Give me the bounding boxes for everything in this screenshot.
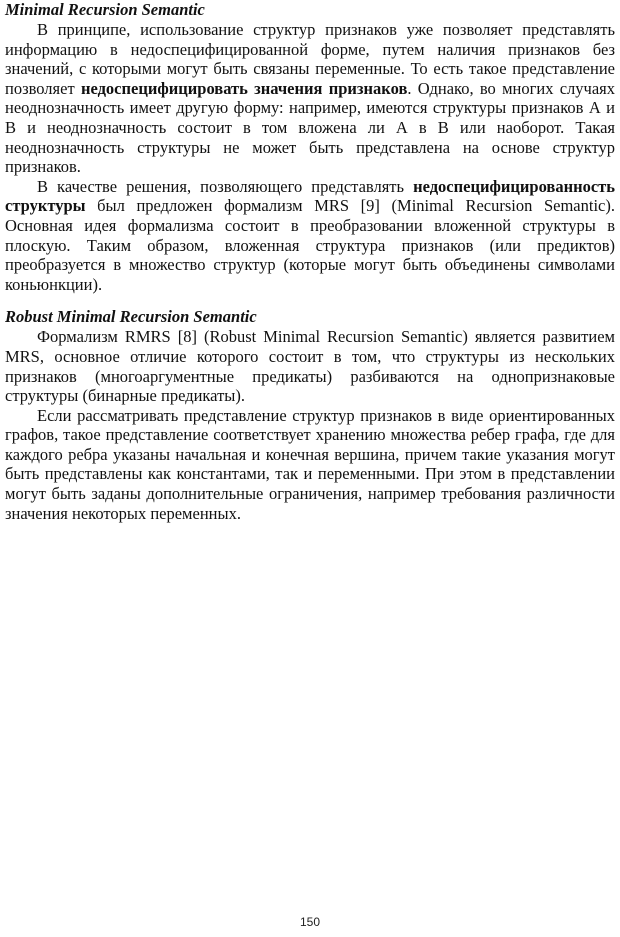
bold-term: недоспецифицировать значения признаков	[80, 78, 408, 98]
section-robust-minimal-recursion-semantic	[5, 307, 615, 523]
paragraph-text: В качестве решения, позволяющего представлять	[37, 176, 414, 196]
paragraph	[5, 327, 615, 405]
page-body	[5, 0, 615, 523]
paragraph-text: . Однако, во многих случаях неоднозначность имеет другую форму: например, имеются структуры признаков А и В и неоднозначность состоит в том вложена ли А в В или наоборот. Такая неоднозначность структуры не может быть представлена на основе структур признаков.	[5, 78, 616, 177]
bold-term: недоспецифицированность структуры	[5, 176, 615, 216]
paragraph-text: был предложен формализм MRS [9] (Minimal Recursion Semantic). Основная идея формализма состоит в преобразовании вложенной структуры в плоскую. Таким образом, вложенная структура признаков (или предиктов) преобразуется в множество структур (которые могут быть объединены символами коньюнкции).	[5, 196, 615, 294]
section-heading: Robust Minimal Recursion Semantic	[5, 307, 257, 327]
paragraph-text: В принципе, использование структур признаков уже позволяет представлять информацию в недоспецифицированной форме, путем наличия признаков без значений, с которыми могут быть связаны переменные. То есть такое представление позволяет	[5, 20, 615, 98]
section-heading: Minimal Recursion Semantic	[5, 0, 205, 19]
page-number: 150	[299, 915, 321, 929]
section-minimal-recursion-semantic	[5, 0, 615, 294]
paragraph	[5, 406, 615, 524]
paragraph	[5, 20, 615, 177]
paragraph-text: Если рассматривать представление структур признаков в виде ориентированных графов, такое представление соответствует хранению множества ребер графа, где для каждого ребра указаны начальная и конечная вершина, причем такие указания могут быть представлены как константами, так и переменными. При этом в представлении могут быть заданы дополнительные ограничения, например требования различности значения некоторых переменных.	[5, 405, 615, 523]
paragraph-text: Формализм RMRS [8] (Robust Minimal Recursion Semantic) является развитием MRS, основное отличие которого состоит в том, что структуры из нескольких признаков (многоаргументные предикаты) разбиваются на однопризнаковые структуры (бинарные предикаты).	[5, 327, 615, 406]
paragraph	[5, 177, 615, 295]
